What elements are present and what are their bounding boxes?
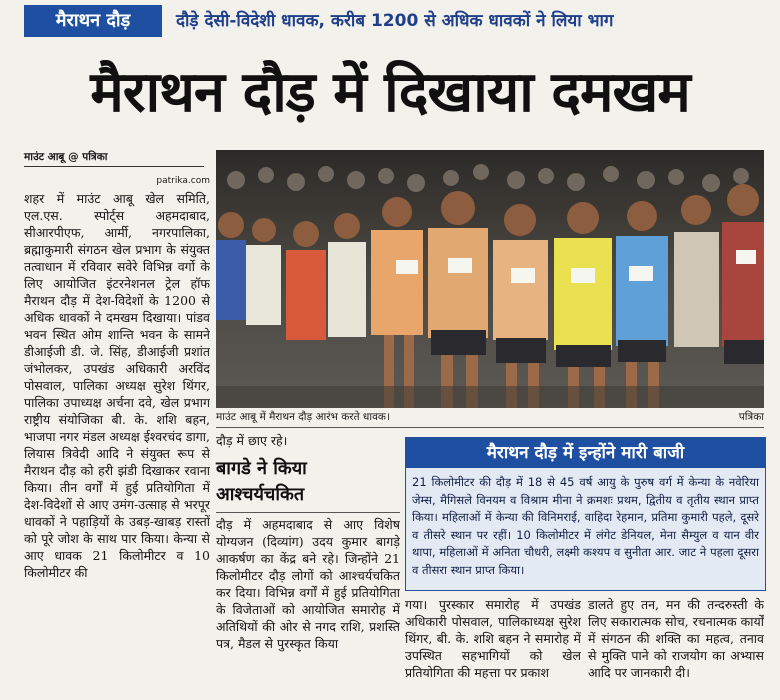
article-column-2-continuation: दौड़ में छाए रहे। (216, 433, 288, 448)
marathon-runners-photo (216, 150, 764, 408)
winners-box (405, 437, 766, 591)
headline: मैराथन दौड़ में दिखाया दमखम (90, 59, 690, 125)
kicker-line: दौड़े देसी-विदेशी धावक, करीब 1200 से अधिक धावकों ने लिया भाग (176, 11, 614, 31)
photo-credit: पत्रिका (738, 411, 764, 423)
dateline: माउंट आबू @ पत्रिका (24, 150, 204, 167)
winners-box-text: 21 किलोमीटर की दौड़ में 18 से 45 वर्ष आयु के पुरुष वर्ग में केन्या के नवेरिया जेम्स, मैगिसले विनयम व विश्राम मीना ने क्रमशः प्रथम, द्वितीय व तृतीय स्थान प्राप्त किया। महिलाओं में केन्या की विनिमराई, वाहिदा रेहमान, प्रतिमा कुमारी पहले, दूसरे व तीसरे स्थान पर रहीं। 10 किलोमीटर में लंगेट डेनियल, मेना सैम्युल व यान वीर थापा, महिलाओं में अनिता चौधरी, लक्ष्मी कश्यप व सुनीता आर. जाट ने पहला दूसरा व तीसरा स्थान प्राप्त किया। (412, 475, 759, 577)
subheadline: बागडे ने किया आश्चर्यचकित (216, 456, 400, 513)
section-tag: मैराथन दौड़ (24, 5, 162, 37)
photo-illustration (216, 150, 764, 408)
article-column-1: शहर में माउंट आबू खेल समिति, एल.एस. स्पोर्ट्स अहमदाबाद, सीआरपीएफ, आर्मी, नगरपालिका, ब्रह्माकुमारी संगठन खेल प्रभाग के संयुक्त तत्वाधान में रविवार सवेरे विभिन्न वर्गो के लिए आयोजित इंटरनेशनल ट्रेल हॉफ मैराथन दौड़ में देश-विदेशों के 1200 से अधिक धावकों ने दमखम दिखाया। पांडव भवन स्थित ओम शान्ति भवन के सामने डीआईजी डी. जे. सिंह, डीआईजी प्रशांत जंभोलकर, उपखंड अधिकारी अरविंद पोसवाल, पालिका अध्यक्ष सुरेश थिंगर, पालिका उपाध्यक्ष अर्चना दवे, खेल प्रभाग राष्ट्रीय संयोजिका बी. के. शशि बहन, भाजपा नगर मंडल अध्यक्ष ईश्वरचंद डागा, लियास त्रिवेदी आदि ने संयुक्त रूप से मैराथन दौड़ को हरी झंडी दिखाकर रवाना किया। तीन वर्गों में हुई प्रतियोगिता में देश-विदेशों से आए उमंग-उत्साह से भरपूर धावकों ने पहाड़ियों के उबड़-खाबड़ रास्तों को पूरे जोश के साथ पार किया। केन्या से आए धावक 21 किलोमीटर व 10 किलोमीटर की (24, 191, 210, 580)
article-column-4: डालते हुए तन, मन की तन्दरुस्ती के लिए सकारात्मक सोच, रचनात्मक कार्यों में संगठन की शक्ति का महत्व, तनाव से मुक्ति पाने को राजयोग का अभ्यास आदि पर जानकारी दी। (588, 597, 764, 680)
winners-box-title: मैराथन दौड़ में इन्होंने मारी बाजी (406, 438, 765, 468)
photo-caption: माउंट आबू में मैराथन दौड़ आरंभ करते धावक। (216, 411, 390, 423)
article-column-3: गया। पुरस्कार समारोह में उपखंड अधिकारी पोसवाल, पालिकाध्यक्ष सुरेश थिंगर, बी. के. शशि बहन ने समारोह में उपस्थित सहभागियों को खेल प्रतियोगिता की महत्ता पर प्रकाश (405, 597, 581, 680)
article-column-2: दौड़ में अहमदाबाद से आए विशेष योग्यजन (दिव्यांग) उदय कुमार बागड़े आकर्षण का केंद्र बने रहे। जिन्होंने 21 किलोमीटर दौड़ लोगों को आश्चर्यचकित कर दिया। विभिन्न वर्गों में हुई प्रतियोगिता के विजेताओं को आयोजित समारोह में अतिथियों की ओर से नगद राशि, प्रशस्ति पत्र, मैडल से पुरस्कृत किया (216, 517, 400, 651)
top-banner (0, 0, 780, 42)
caption-divider (216, 427, 764, 428)
site-name: patrika.com (156, 176, 210, 186)
